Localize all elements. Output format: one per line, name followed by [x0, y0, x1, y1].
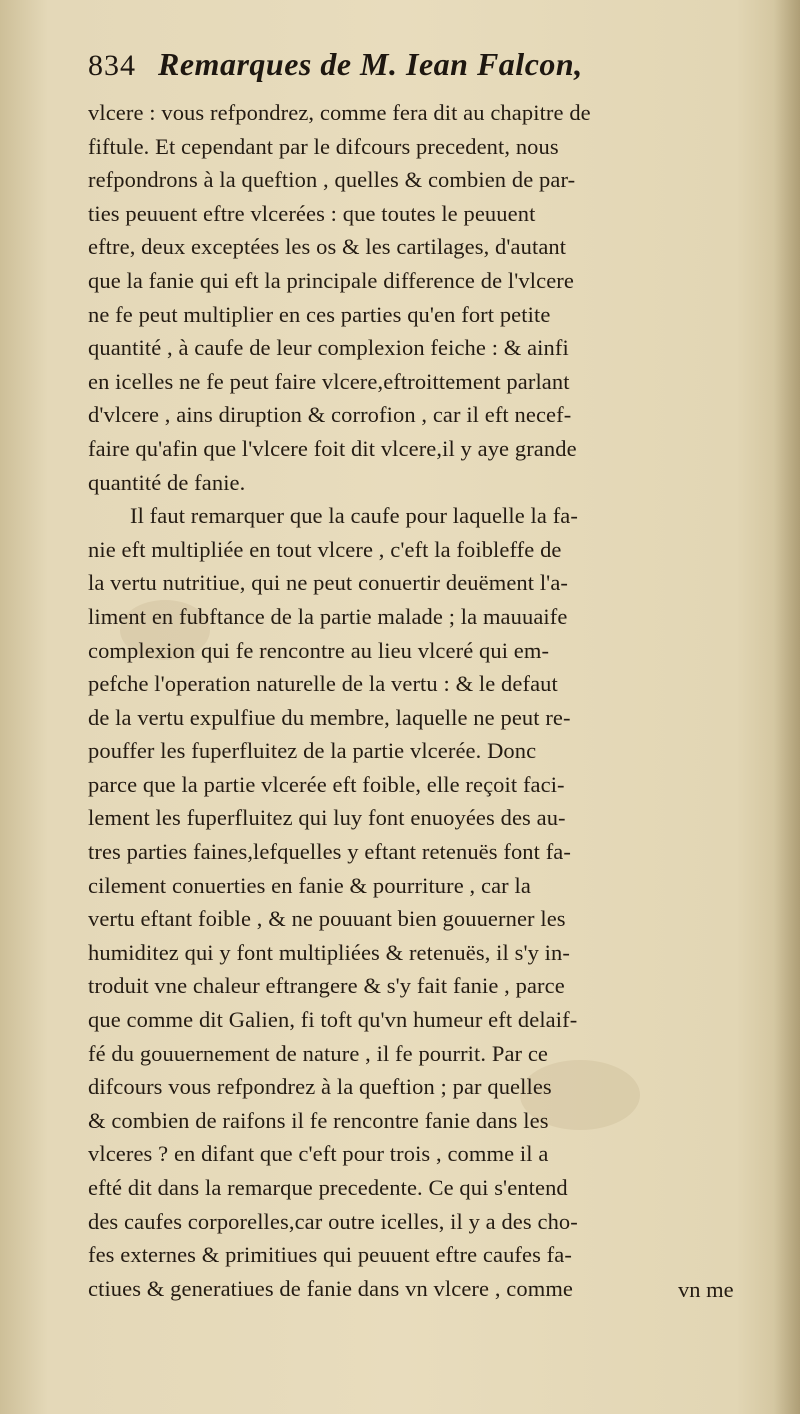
text-line: liment en fubftance de la partie malade ; la mauuaife: [88, 603, 568, 629]
text-line: refpondrons à la queftion , quelles & combien de par-: [88, 167, 576, 193]
page-header: [88, 46, 748, 98]
text-line: & combien de raifons il fe rencontre fanie dans les: [88, 1107, 549, 1133]
text-line: difcours vous refpondrez à la queftion ; par quelles: [88, 1074, 552, 1100]
text-line: fes externes & primitiues qui peuuent eftre caufes fa-: [88, 1242, 572, 1268]
text-line: humiditez qui y font multipliées & retenuës, il s'y in-: [88, 939, 570, 965]
text-line: pouffer les fuperfluitez de la partie vlcerée. Donc: [88, 738, 537, 764]
text-line: que la fanie qui eft la principale difference de l'vlcere: [88, 267, 574, 293]
text-line: pefche l'operation naturelle de la vertu : & le defaut: [88, 671, 558, 697]
running-head: Remarques de M. Iean Falcon,: [158, 46, 583, 82]
page-number: 834: [88, 49, 136, 82]
text-line: de la vertu expulfiue du membre, laquelle ne peut re-: [88, 704, 571, 730]
text-line: quantité de fanie.: [88, 469, 246, 495]
text-line: tres parties faines,lefquelles y eftant retenuës font fa-: [88, 839, 571, 865]
text-line: vlcere : vous refpondrez, comme fera dit au chapitre de: [88, 100, 591, 125]
text-line: efté dit dans la remarque precedente. Ce qui s'entend: [88, 1175, 568, 1200]
body-text: [88, 96, 753, 1305]
text-line: fiftule. Et cependant par le difcours precedent, nous: [88, 133, 559, 159]
text-line: cilement conuerties en fanie & pourriture , car la: [88, 872, 531, 898]
paragraph-first-line: Il faut remarquer que la caufe pour laquelle la fa-: [130, 503, 578, 529]
text-line: complexion qui fe rencontre au lieu vlceré qui em-: [88, 637, 550, 663]
text-line: faire qu'afin que l'vlcere foit dit vlcere,il y aye grande: [88, 435, 577, 461]
text-line: vlceres ? en difant que c'eft pour trois , comme il a: [88, 1141, 549, 1167]
text-line: ne fe peut multiplier en ces parties qu'en fort petite: [88, 301, 551, 327]
text-line: troduit vne chaleur eftrangere & s'y fait fanie , parce: [88, 973, 565, 999]
text-line: des caufes corporelles,car outre icelles, il y a des cho-: [88, 1208, 578, 1234]
text-line: quantité , à caufe de leur complexion feiche : & ainfi: [88, 335, 569, 361]
text-line: la vertu nutritiue, qui ne peut conuertir deuëment l'a-: [88, 570, 569, 596]
catchword: vn me: [678, 1277, 734, 1302]
text-line: lement les fuperfluitez qui luy font enuoyées des au-: [88, 805, 566, 831]
text-line: parce que la partie vlcerée eft foible, elle reçoit faci-: [88, 771, 565, 797]
text-line: vertu eftant foible , & ne pouuant bien gouuerner les: [88, 906, 566, 932]
text-line: que comme dit Galien, fi toft qu'vn humeur eft delaif-: [88, 1007, 578, 1033]
text-line: nie eft multipliée en tout vlcere , c'eft la foibleffe de: [88, 536, 562, 562]
text-line: ctiues & generatiues de fanie dans vn vlcere , comme: [88, 1275, 574, 1301]
text-line: en icelles ne fe peut faire vlcere,eftroittement parlant: [88, 368, 570, 394]
text-line: d'vlcere , ains diruption & corrofion , car il eft necef-: [88, 402, 572, 428]
text-line: eftre, deux exceptées les os & les cartilages, d'autant: [88, 234, 567, 260]
text-line: fé du gouuernement de nature , il fe pourrit. Par ce: [88, 1040, 549, 1066]
text-line: ties peuuent eftre vlcerées : que toutes le peuuent: [88, 200, 536, 226]
